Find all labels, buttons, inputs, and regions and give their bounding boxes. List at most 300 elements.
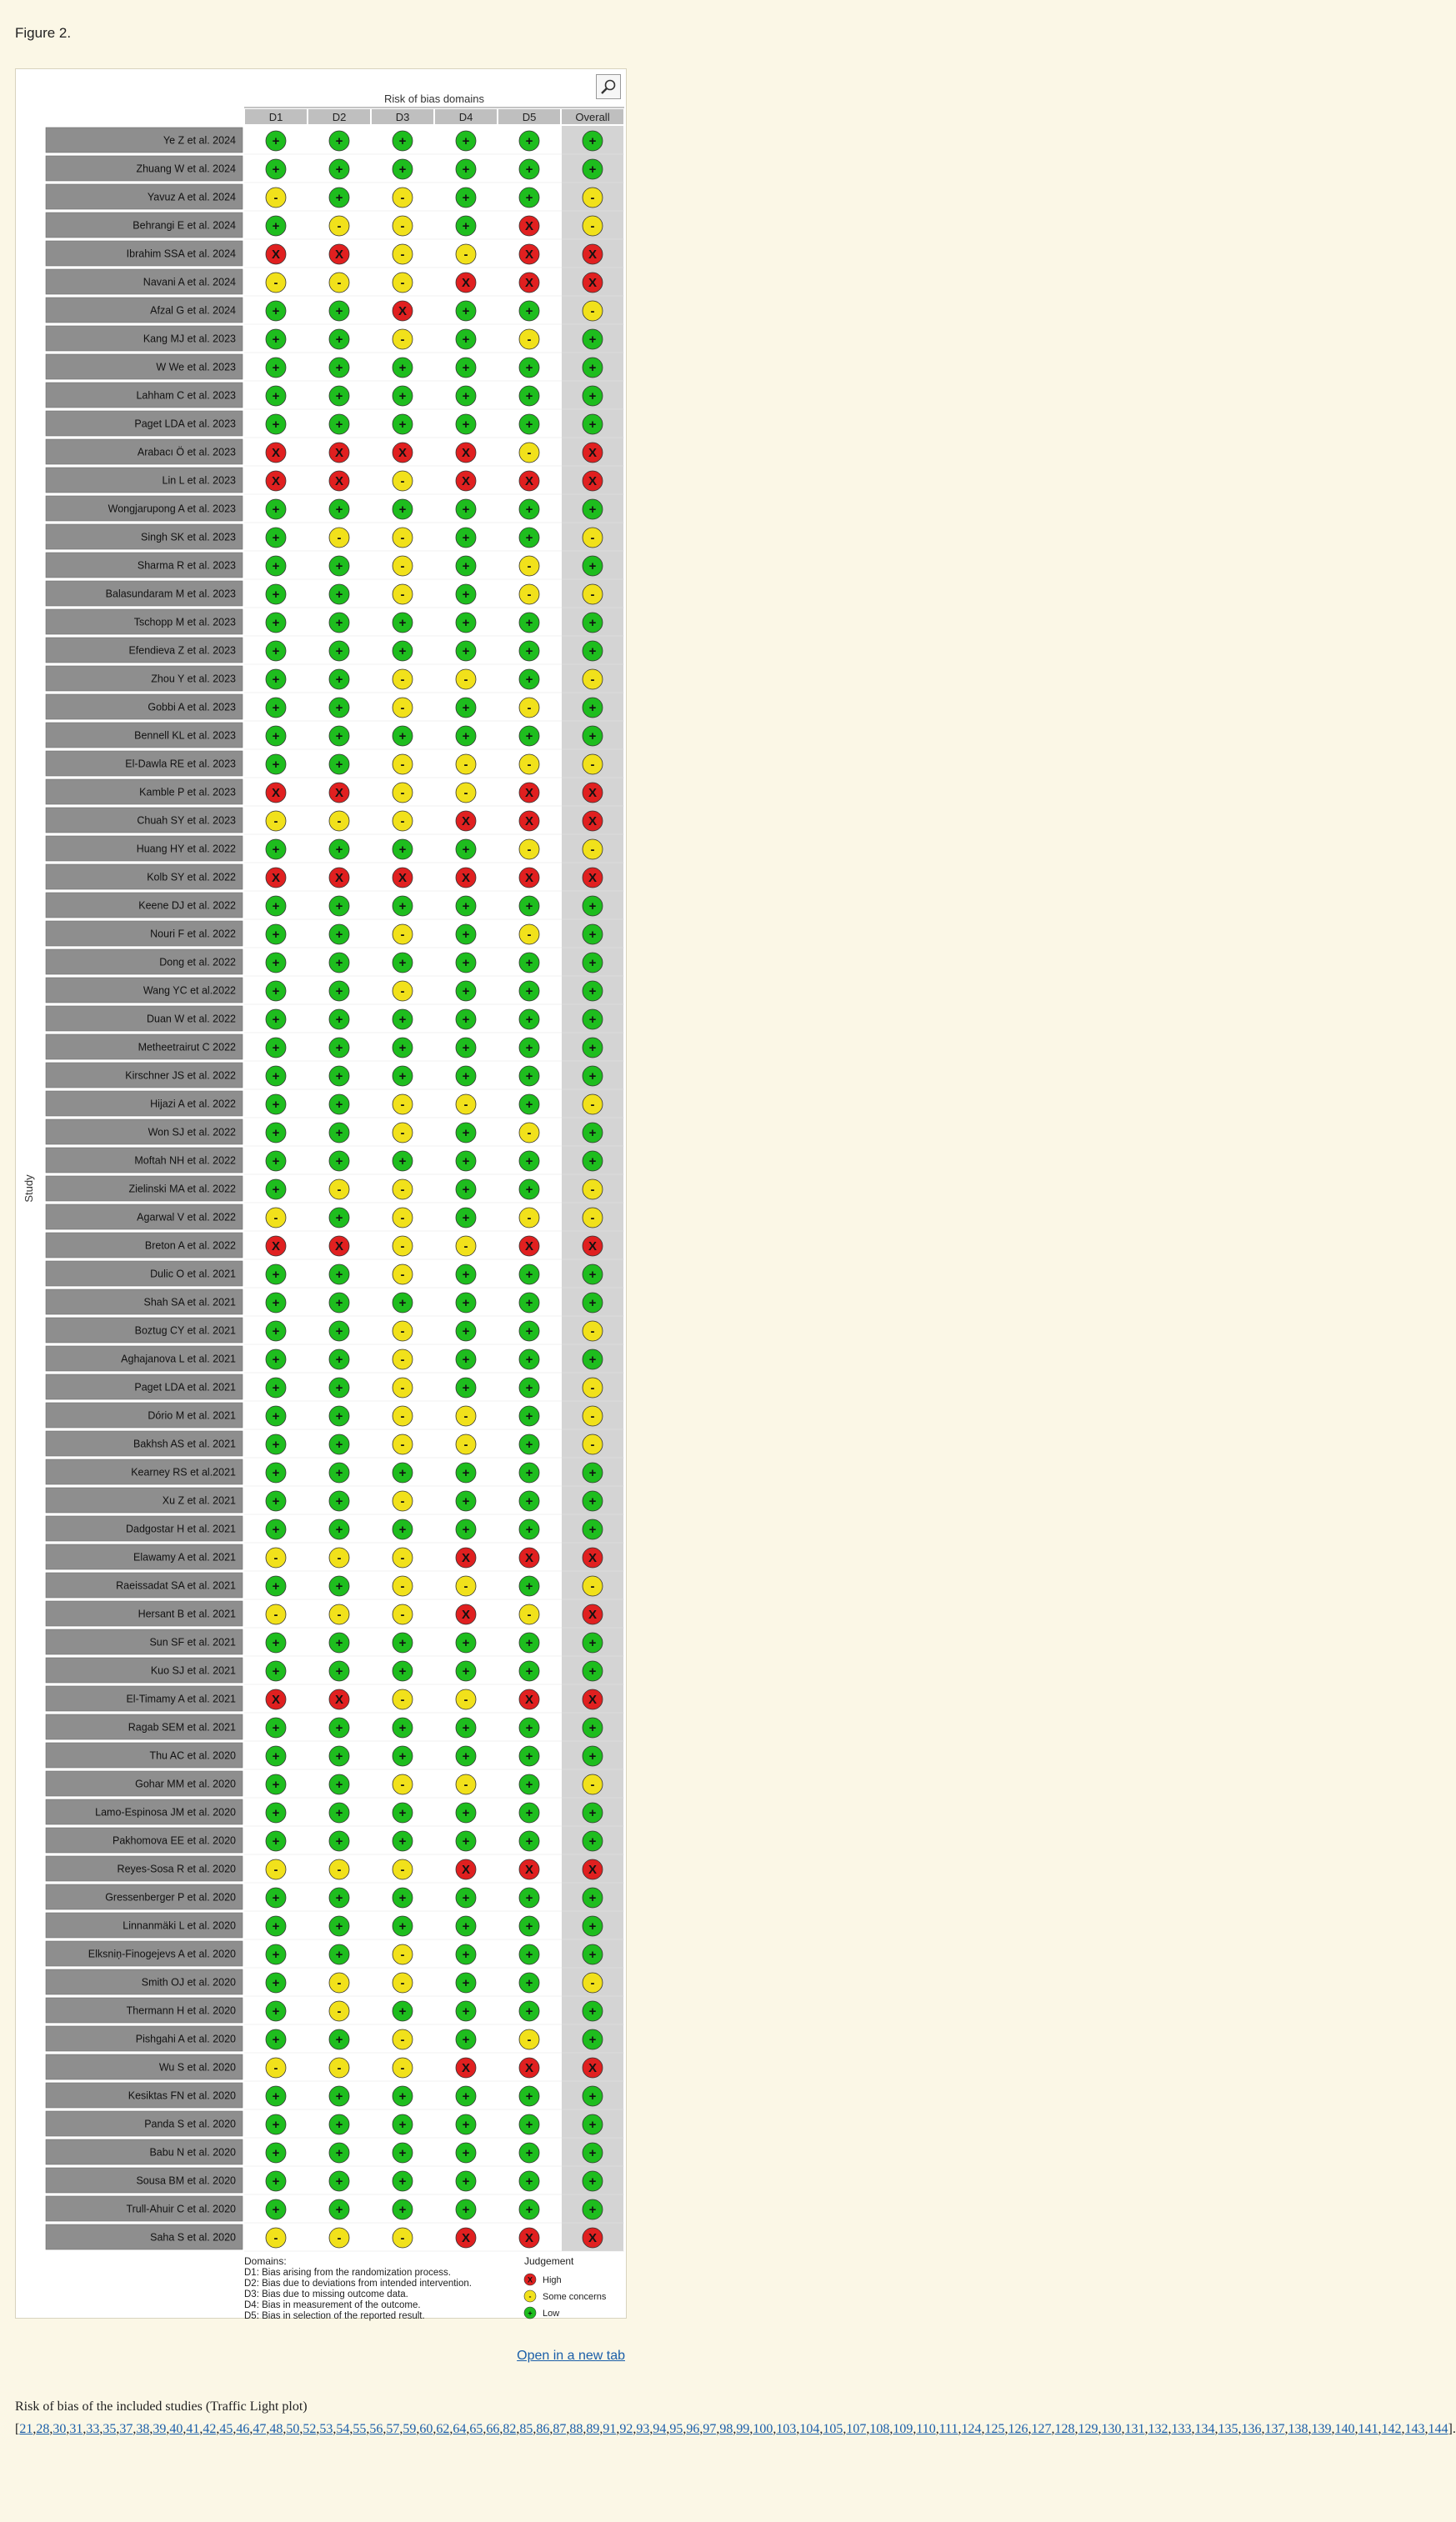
reference-link[interactable]: 39 — [153, 2422, 167, 2436]
judgement-symbol: - — [463, 1409, 468, 1424]
judgement-symbol: + — [525, 1806, 533, 1820]
judgement-symbol: + — [272, 2203, 280, 2217]
judgement-symbol: + — [462, 361, 470, 375]
study-label: Aghajanova L et al. 2021 — [121, 1353, 236, 1365]
study-label: Moftah NH et al. 2022 — [134, 1154, 236, 1167]
domain-description: D2: Bias due to deviations from intended intervention. — [244, 2279, 472, 2289]
judgement-symbol: - — [400, 814, 405, 828]
reference-link[interactable]: 62 — [436, 2422, 450, 2436]
reference-link[interactable]: 35 — [103, 2422, 117, 2436]
reference-link[interactable]: 141 — [1358, 2422, 1378, 2436]
judgement-symbol: + — [525, 644, 533, 658]
reference-link[interactable]: 110 — [916, 2422, 936, 2436]
judgement-symbol: + — [335, 389, 343, 403]
judgement-symbol: - — [337, 531, 342, 545]
judgement-symbol: + — [398, 1154, 407, 1168]
study-label: Hersant B et al. 2021 — [138, 1608, 236, 1620]
judgement-symbol: X — [461, 2231, 471, 2245]
judgement-symbol: + — [272, 1438, 280, 1452]
judgement-symbol: + — [525, 2089, 533, 2104]
reference-link[interactable]: 53 — [319, 2422, 333, 2436]
judgement-symbol: - — [337, 276, 342, 290]
reference-link[interactable]: 55 — [353, 2422, 367, 2436]
study-label: Tschopp M et al. 2023 — [133, 616, 236, 628]
judgement-symbol: + — [462, 1891, 470, 1905]
judgement-symbol: - — [527, 928, 532, 942]
reference-link[interactable]: 111 — [938, 2422, 958, 2436]
reference-link[interactable]: 86 — [536, 2422, 550, 2436]
reference-link[interactable]: 99 — [736, 2422, 750, 2436]
judgement-symbol: + — [335, 333, 343, 347]
judgement-symbol: + — [462, 984, 470, 998]
judgement-symbol: + — [462, 2004, 470, 2019]
study-label: Keene DJ et al. 2022 — [138, 899, 236, 912]
reference-link[interactable]: 96 — [686, 2422, 700, 2436]
judgement-symbol: + — [588, 1891, 597, 1905]
reference-link[interactable]: 93 — [636, 2422, 650, 2436]
reference-link[interactable]: 30 — [53, 2422, 67, 2436]
judgement-symbol: + — [462, 503, 470, 517]
judgement-symbol: + — [335, 163, 343, 177]
study-label: Behrangi E et al. 2024 — [133, 219, 236, 232]
judgement-symbol: + — [272, 304, 280, 318]
judgement-symbol: + — [462, 1466, 470, 1480]
reference-link[interactable]: 89 — [586, 2422, 600, 2436]
column-header: D3 — [395, 111, 410, 123]
reference-link[interactable]: 45 — [219, 2422, 233, 2436]
judgement-symbol: + — [335, 616, 343, 630]
reference-link[interactable]: 91 — [603, 2422, 617, 2436]
judgement-symbol: X — [588, 786, 598, 800]
judgement-symbol: X — [461, 276, 471, 290]
study-label: Navani A et al. 2024 — [143, 276, 236, 288]
reference-link[interactable]: 38 — [136, 2422, 150, 2436]
judgement-symbol: + — [335, 1381, 343, 1395]
study-label: El-Timamy A et al. 2021 — [126, 1693, 236, 1705]
judgement-symbol: + — [398, 1664, 407, 1679]
reference-link[interactable]: 133 — [1171, 2422, 1192, 2436]
reference-link[interactable]: 134 — [1194, 2422, 1215, 2436]
judgement-symbol: + — [525, 899, 533, 913]
reference-link[interactable]: 88 — [569, 2422, 583, 2436]
judgement-symbol: + — [588, 1154, 597, 1168]
judgement-symbol: + — [588, 418, 597, 432]
judgement-symbol: + — [335, 984, 343, 998]
judgement-symbol: + — [462, 2174, 470, 2189]
judgement-symbol: + — [272, 1976, 280, 1990]
judgement-symbol: + — [588, 1268, 597, 1282]
judgement-symbol: - — [463, 1579, 468, 1594]
reference-link[interactable]: 136 — [1241, 2422, 1262, 2436]
judgement-symbol: - — [400, 276, 405, 290]
reference-link[interactable]: 31 — [69, 2422, 83, 2436]
judgement-symbol: + — [335, 2033, 343, 2047]
judgement-symbol: + — [398, 2203, 407, 2217]
judgement-symbol: X — [524, 1239, 534, 1253]
judgement-symbol: - — [590, 304, 595, 318]
judgement-symbol: + — [588, 559, 597, 573]
reference-link[interactable]: 40 — [169, 2422, 183, 2436]
reference-link[interactable]: 131 — [1124, 2422, 1145, 2436]
judgement-symbol: + — [398, 644, 407, 658]
reference-link[interactable]: 130 — [1101, 2422, 1122, 2436]
judgement-symbol: + — [272, 616, 280, 630]
judgement-symbol: + — [272, 928, 280, 942]
reference-link[interactable]: 126 — [1008, 2422, 1028, 2436]
judgement-symbol: + — [335, 1891, 343, 1905]
reference-link[interactable]: 125 — [984, 2422, 1005, 2436]
reference-link[interactable]: 87 — [553, 2422, 567, 2436]
judgement-symbol: - — [400, 1976, 405, 1990]
judgement-symbol: X — [461, 2061, 471, 2075]
judgement-symbol: X — [271, 871, 281, 885]
judgement-symbol: + — [335, 1211, 343, 1225]
legend-symbol: - — [528, 2292, 532, 2301]
judgement-symbol: - — [337, 2004, 342, 2019]
judgement-symbol: + — [462, 191, 470, 205]
judgement-symbol: + — [525, 1268, 533, 1282]
judgement-symbol: + — [335, 928, 343, 942]
judgement-symbol: + — [462, 899, 470, 913]
judgement-symbol: + — [588, 2146, 597, 2160]
judgement-symbol: + — [398, 956, 407, 970]
judgement-symbol: + — [588, 616, 597, 630]
reference-link[interactable]: 124 — [961, 2422, 982, 2436]
column-header: D2 — [332, 111, 347, 123]
judgement-symbol: + — [272, 163, 280, 177]
judgement-symbol: + — [335, 2089, 343, 2104]
reference-link[interactable]: 94 — [653, 2422, 667, 2436]
study-label: Smith OJ et al. 2020 — [141, 1976, 236, 1989]
reference-link[interactable]: 46 — [236, 2422, 250, 2436]
judgement-symbol: + — [272, 984, 280, 998]
judgement-symbol: - — [337, 1608, 342, 1622]
reference-link[interactable]: 47 — [253, 2422, 267, 2436]
reference-link[interactable]: 142 — [1381, 2422, 1402, 2436]
judgement-symbol: + — [525, 1976, 533, 1990]
study-label: Paget LDA et al. 2021 — [134, 1381, 236, 1394]
judgement-symbol: + — [462, 1211, 470, 1225]
judgement-symbol: + — [335, 1296, 343, 1310]
judgement-symbol: + — [398, 1834, 407, 1849]
reference-link[interactable]: 127 — [1031, 2422, 1052, 2436]
judgement-symbol: + — [335, 1409, 343, 1424]
judgement-symbol: X — [461, 446, 471, 460]
study-label: Pishgahi A et al. 2020 — [135, 2033, 236, 2045]
judgement-symbol: - — [590, 843, 595, 857]
judgement-symbol: - — [400, 984, 405, 998]
judgement-symbol: - — [400, 559, 405, 573]
reference-link[interactable]: 143 — [1404, 2422, 1425, 2436]
reference-link[interactable]: 60 — [419, 2422, 433, 2436]
judgement-symbol: X — [334, 786, 344, 800]
judgement-symbol: - — [527, 1211, 532, 1225]
zoom-button[interactable] — [596, 74, 621, 99]
judgement-symbol: - — [337, 219, 342, 233]
judgement-symbol: - — [400, 1494, 405, 1509]
reference-link[interactable]: 92 — [619, 2422, 633, 2436]
judgement-symbol: + — [462, 1324, 470, 1339]
reference-link[interactable]: 105 — [823, 2422, 843, 2436]
judgement-symbol: - — [337, 1551, 342, 1565]
judgement-symbol: + — [588, 2004, 597, 2019]
judgement-symbol: + — [398, 1636, 407, 1650]
study-label: Linnanmäki L et al. 2020 — [123, 1919, 236, 1932]
judgement-symbol: + — [272, 2118, 280, 2132]
judgement-symbol: - — [590, 588, 595, 602]
reference-link[interactable]: 52 — [303, 2422, 317, 2436]
judgement-symbol: + — [335, 1749, 343, 1764]
study-label: Zielinski MA et al. 2022 — [128, 1183, 236, 1195]
reference-link[interactable]: 66 — [486, 2422, 500, 2436]
reference-link[interactable]: 50 — [286, 2422, 300, 2436]
judgement-symbol: + — [525, 1579, 533, 1594]
judgement-symbol: - — [400, 588, 405, 602]
judgement-symbol: X — [524, 474, 534, 488]
figure-card — [15, 68, 627, 2319]
judgement-symbol: + — [335, 361, 343, 375]
judgement-symbol: + — [335, 2118, 343, 2132]
judgement-symbol: + — [398, 1749, 407, 1764]
reference-link[interactable]: 98 — [719, 2422, 733, 2436]
judgement-symbol: + — [272, 1721, 280, 1735]
judgement-symbol: + — [272, 644, 280, 658]
study-label: Duan W et al. 2022 — [146, 1013, 236, 1025]
judgement-symbol: - — [337, 1976, 342, 1990]
judgement-symbol: + — [398, 1466, 407, 1480]
judgement-symbol: - — [400, 191, 405, 205]
judgement-symbol: + — [525, 1324, 533, 1339]
reference-link[interactable]: 139 — [1311, 2422, 1332, 2436]
reference-link[interactable]: 28 — [36, 2422, 50, 2436]
judgement-symbol: - — [400, 758, 405, 772]
judgement-symbol: + — [462, 1126, 470, 1140]
judgement-symbol: + — [335, 1919, 343, 1934]
judgement-symbol: - — [400, 1239, 405, 1253]
study-label: Babu N et al. 2020 — [149, 2146, 236, 2159]
judgement-symbol: + — [525, 1154, 533, 1168]
reference-link[interactable]: 107 — [846, 2422, 867, 2436]
reference-link[interactable]: 21 — [19, 2422, 33, 2436]
reference-link[interactable]: 33 — [86, 2422, 100, 2436]
study-label: Boztug CY et al. 2021 — [134, 1324, 236, 1337]
judgement-symbol: X — [334, 446, 344, 460]
chart-title: Risk of bias domains — [384, 93, 484, 105]
judgement-symbol: + — [272, 1749, 280, 1764]
judgement-symbol: + — [462, 644, 470, 658]
judgement-symbol: + — [335, 1154, 343, 1168]
study-label: Reyes-Sosa R et al. 2020 — [117, 1863, 236, 1875]
judgement-symbol: X — [271, 1693, 281, 1707]
judgement-symbol: + — [462, 1919, 470, 1934]
judgement-symbol: + — [462, 1664, 470, 1679]
judgement-symbol: + — [272, 1353, 280, 1367]
judgement-symbol: + — [272, 1891, 280, 1905]
judgement-symbol: + — [525, 984, 533, 998]
judgement-symbol: + — [335, 2203, 343, 2217]
reference-link[interactable]: 135 — [1218, 2422, 1238, 2436]
study-label: Wang YC et al.2022 — [143, 984, 236, 997]
judgement-symbol: + — [272, 729, 280, 743]
judgement-symbol: - — [463, 673, 468, 687]
study-label: Xu Z et al. 2021 — [162, 1494, 236, 1507]
judgement-symbol: + — [335, 418, 343, 432]
reference-link[interactable]: 100 — [753, 2422, 773, 2436]
judgement-symbol: + — [272, 503, 280, 517]
judgement-symbol: X — [524, 248, 534, 262]
reference-link[interactable]: 57 — [386, 2422, 400, 2436]
judgement-symbol: + — [588, 2089, 597, 2104]
judgement-symbol: + — [525, 389, 533, 403]
judgement-symbol: + — [398, 729, 407, 743]
reference-link[interactable]: 97 — [703, 2422, 717, 2436]
judgement-symbol: - — [400, 1608, 405, 1622]
judgement-symbol: + — [525, 1296, 533, 1310]
judgement-symbol: + — [462, 1523, 470, 1537]
legend-label: Low — [543, 2309, 560, 2319]
judgement-symbol: + — [462, 1041, 470, 1055]
judgement-symbol: X — [588, 1863, 598, 1877]
reference-link[interactable]: 129 — [1078, 2422, 1098, 2436]
judgement-symbol: + — [462, 1494, 470, 1509]
judgement-symbol: - — [527, 1608, 532, 1622]
judgement-symbol: + — [462, 1381, 470, 1395]
judgement-symbol: + — [462, 1069, 470, 1083]
judgement-title: Judgement — [524, 2255, 574, 2267]
reference-link[interactable]: 108 — [869, 2422, 890, 2436]
judgement-symbol: + — [588, 1919, 597, 1934]
reference-link[interactable]: 95 — [669, 2422, 683, 2436]
reference-link[interactable]: 144 — [1428, 2422, 1448, 2436]
judgement-symbol: X — [271, 786, 281, 800]
reference-link[interactable]: 65 — [469, 2422, 483, 2436]
judgement-symbol: + — [462, 1296, 470, 1310]
judgement-symbol: + — [398, 1919, 407, 1934]
reference-link[interactable]: 104 — [799, 2422, 820, 2436]
judgement-symbol: + — [272, 1183, 280, 1197]
y-axis-label: Study — [23, 1174, 35, 1203]
reference-link[interactable]: 109 — [893, 2422, 913, 2436]
judgement-symbol: + — [462, 1268, 470, 1282]
judgement-symbol: + — [462, 134, 470, 148]
judgement-symbol: X — [334, 871, 344, 885]
study-label: Wu S et al. 2020 — [158, 2061, 236, 2074]
judgement-symbol: + — [272, 361, 280, 375]
judgement-symbol: + — [398, 843, 407, 857]
study-label: Balasundaram M et al. 2023 — [105, 588, 236, 600]
judgement-symbol: + — [525, 1721, 533, 1735]
judgement-symbol: + — [272, 1494, 280, 1509]
judgement-symbol: + — [588, 2203, 597, 2217]
judgement-symbol: + — [462, 1948, 470, 1962]
reference-link[interactable]: 103 — [776, 2422, 797, 2436]
domain-description: D3: Bias due to missing outcome data. — [244, 2289, 408, 2299]
reference-link[interactable]: 132 — [1148, 2422, 1168, 2436]
column-header: D5 — [522, 111, 537, 123]
judgement-symbol: X — [461, 474, 471, 488]
judgement-symbol: + — [335, 134, 343, 148]
reference-link[interactable]: 54 — [336, 2422, 350, 2436]
judgement-symbol: + — [335, 1579, 343, 1594]
reference-link[interactable]: 140 — [1334, 2422, 1355, 2436]
judgement-symbol: - — [590, 191, 595, 205]
judgement-symbol: + — [272, 1324, 280, 1339]
study-label: Huang HY et al. 2022 — [136, 843, 236, 855]
judgement-symbol: + — [525, 1523, 533, 1537]
judgement-symbol: - — [590, 1409, 595, 1424]
judgement-symbol: + — [525, 1409, 533, 1424]
study-label: Pakhomova EE et al. 2020 — [112, 1834, 236, 1847]
judgement-symbol: + — [525, 1013, 533, 1027]
reference-link[interactable]: 137 — [1264, 2422, 1285, 2436]
judgement-symbol: - — [273, 1863, 278, 1877]
judgement-symbol: + — [335, 304, 343, 318]
judgement-symbol: X — [588, 446, 598, 460]
judgement-symbol: - — [337, 1183, 342, 1197]
judgement-symbol: + — [335, 1353, 343, 1367]
judgement-symbol: + — [462, 1013, 470, 1027]
judgement-symbol: + — [272, 1948, 280, 1962]
judgement-symbol: + — [588, 1466, 597, 1480]
judgement-symbol: + — [525, 503, 533, 517]
open-in-new-tab-link[interactable]: Open in a new tab — [517, 2349, 625, 2363]
study-label: Ibrahim SSA et al. 2024 — [126, 248, 236, 260]
judgement-symbol: + — [462, 1749, 470, 1764]
reference-link[interactable]: 56 — [369, 2422, 383, 2436]
judgement-symbol: + — [588, 2118, 597, 2132]
reference-link[interactable]: 138 — [1288, 2422, 1308, 2436]
judgement-symbol: + — [398, 361, 407, 375]
judgement-symbol: + — [272, 1806, 280, 1820]
judgement-symbol: - — [527, 701, 532, 715]
reference-link[interactable]: 37 — [119, 2422, 133, 2436]
domain-description: D5: Bias in selection of the reported result. — [244, 2311, 425, 2321]
judgement-symbol: X — [588, 276, 598, 290]
reference-link[interactable]: 41 — [186, 2422, 200, 2436]
judgement-symbol: + — [525, 1183, 533, 1197]
judgement-symbol: X — [524, 1551, 534, 1565]
judgement-symbol: + — [272, 588, 280, 602]
judgement-symbol: + — [272, 333, 280, 347]
study-label: Arabacı Ö et al. 2023 — [137, 446, 236, 458]
judgement-symbol: + — [525, 1466, 533, 1480]
judgement-symbol: + — [588, 644, 597, 658]
reference-link[interactable]: 48 — [269, 2422, 283, 2436]
reference-link[interactable]: 82 — [503, 2422, 517, 2436]
reference-link[interactable]: 42 — [203, 2422, 217, 2436]
judgement-symbol: - — [273, 2231, 278, 2245]
judgement-symbol: - — [527, 559, 532, 573]
judgement-symbol: - — [337, 814, 342, 828]
judgement-symbol: + — [525, 1664, 533, 1679]
judgement-symbol: + — [588, 2033, 597, 2047]
reference-link[interactable]: 85 — [519, 2422, 533, 2436]
reference-link[interactable]: 128 — [1054, 2422, 1075, 2436]
judgement-symbol: X — [334, 1239, 344, 1253]
judgement-symbol: - — [590, 1438, 595, 1452]
reference-link[interactable]: 59 — [403, 2422, 417, 2436]
legend-label: High — [543, 2275, 562, 2285]
judgement-symbol: + — [462, 163, 470, 177]
judgement-symbol: + — [462, 843, 470, 857]
judgement-symbol: X — [334, 248, 344, 262]
judgement-symbol: + — [335, 1494, 343, 1509]
study-label: Gobbi A et al. 2023 — [148, 701, 236, 713]
judgement-symbol: + — [525, 2118, 533, 2132]
judgement-symbol: + — [272, 1013, 280, 1027]
reference-link[interactable]: 64 — [453, 2422, 467, 2436]
judgement-symbol: + — [398, 1069, 407, 1083]
